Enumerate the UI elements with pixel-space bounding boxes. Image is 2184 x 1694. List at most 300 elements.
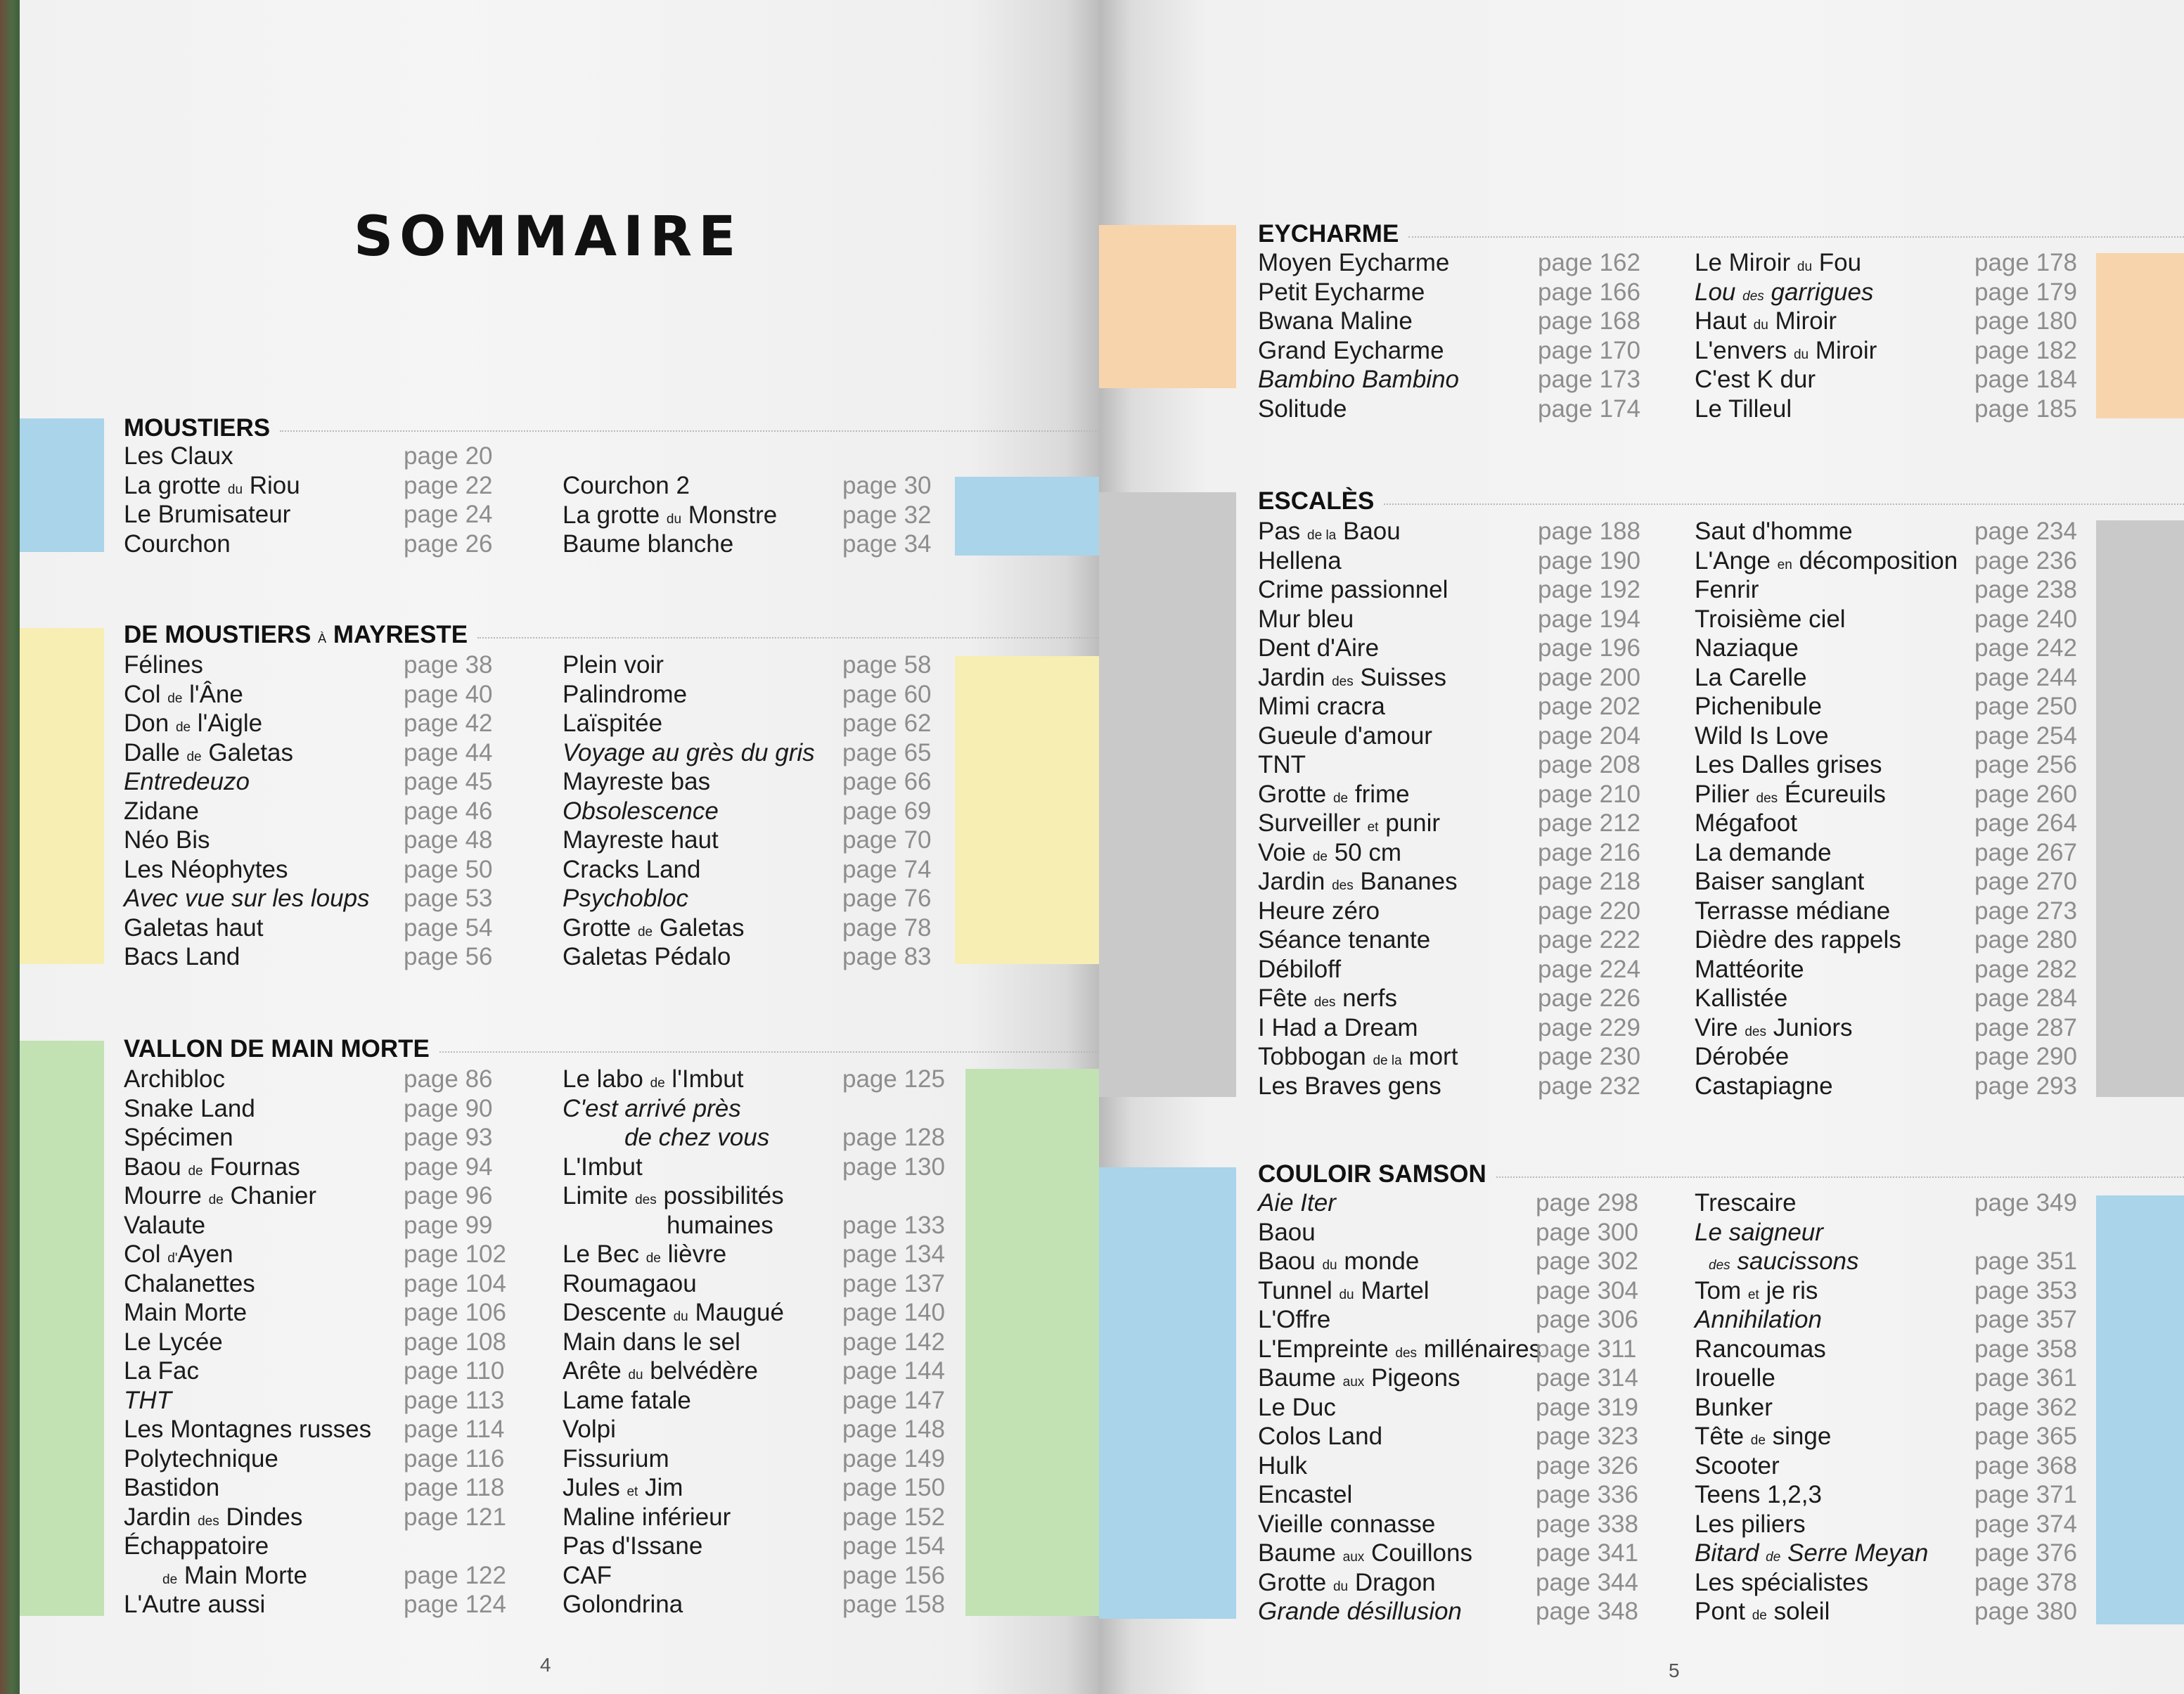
- entry-text: Tom: [1695, 1276, 1748, 1304]
- entry-name: [563, 680, 687, 710]
- entry-name: [1258, 1335, 1541, 1368]
- entry-name: [1258, 838, 1401, 872]
- entry-name: [124, 709, 262, 743]
- entry-name: [1258, 394, 1347, 424]
- entry-text: Hulk: [1258, 1451, 1308, 1480]
- entry-name: [124, 1386, 172, 1416]
- entry-page-number: page 336: [1536, 1481, 1638, 1508]
- entry-page-number: page 323: [1536, 1423, 1638, 1450]
- entry-text: Golondrina: [563, 1591, 683, 1618]
- entry-name: [1695, 605, 1846, 634]
- entry-page-number: page 144: [842, 1357, 945, 1385]
- entry-page-number: page 134: [842, 1240, 945, 1268]
- dotted-rule: [439, 1051, 1099, 1053]
- entry-name: [1695, 1335, 1826, 1364]
- entry-page-number: page 229: [1538, 1013, 1640, 1041]
- entry-text: Grotte: [1258, 1568, 1333, 1596]
- entry-text: Courchon: [124, 530, 231, 558]
- entry-page-number: page 122: [404, 1561, 506, 1589]
- entry-name: [1258, 307, 1413, 336]
- entry-name: [563, 471, 690, 501]
- entry-text: Terrasse médiane: [1695, 897, 1891, 925]
- entry-page-number: page 48: [404, 826, 493, 854]
- entry-name: [667, 1211, 773, 1240]
- entry-name: [1258, 1597, 1462, 1626]
- entry-page-number: page 96: [404, 1182, 493, 1209]
- entry-text: L'Ange: [1695, 546, 1778, 575]
- entry-name: [563, 1473, 683, 1507]
- entry-text: Riou: [243, 471, 300, 499]
- entry-page-number: page 230: [1538, 1043, 1640, 1070]
- entry-text: Galetas: [653, 913, 745, 942]
- connector-word: de la: [1307, 528, 1337, 543]
- entry-text: Galetas Pédalo: [563, 943, 731, 970]
- entry-text: Surveiller: [1258, 809, 1368, 837]
- entry-name: [124, 1181, 316, 1215]
- entry-page-number: page 282: [1974, 955, 2077, 983]
- entry-text: Fenrir: [1695, 576, 1759, 603]
- connector-word: des: [1313, 995, 1336, 1010]
- entry-page-number: page 60: [842, 680, 932, 708]
- entry-name: [124, 1298, 247, 1328]
- entry-name: [563, 1444, 669, 1474]
- entry-text: Pichenibule: [1695, 693, 1822, 720]
- entry-text: humaines: [667, 1211, 773, 1239]
- entry-page-number: page 351: [1974, 1247, 2077, 1275]
- entry-page-number: page 158: [842, 1591, 945, 1618]
- entry-text: l'Imbut: [664, 1065, 744, 1093]
- entry-name: [124, 855, 288, 885]
- connector-word: de: [1766, 1550, 1781, 1565]
- entry-page-number: page 306: [1536, 1306, 1638, 1333]
- entry-text: Juniors: [1766, 1013, 1853, 1041]
- entry-page-number: page 314: [1536, 1364, 1638, 1392]
- entry-name: [124, 767, 250, 797]
- entry-text: Le Lycée: [124, 1328, 223, 1356]
- entry-page-number: page 260: [1974, 780, 2077, 808]
- entry-page-number: page 234: [1974, 518, 2077, 545]
- connector-word: de: [1750, 1433, 1766, 1448]
- entry-text: Mattéorite: [1695, 955, 1804, 983]
- entry-text: mort: [1401, 1043, 1458, 1070]
- entry-text: L'Imbut: [563, 1153, 643, 1181]
- entry-page-number: page 133: [842, 1211, 945, 1239]
- entry-text: punir: [1378, 809, 1441, 837]
- entry-name: [124, 942, 240, 972]
- entry-text: Vieille connasse: [1258, 1510, 1436, 1538]
- entry-page-number: page 358: [1974, 1335, 2077, 1363]
- entry-name: [1258, 1422, 1382, 1451]
- entry-name: [1258, 1393, 1336, 1423]
- entry-page-number: page 58: [842, 651, 932, 679]
- entry-name: [1258, 663, 1446, 697]
- entry-name: [124, 738, 293, 772]
- entry-text: Don: [124, 710, 176, 737]
- entry-page-number: page 69: [842, 797, 932, 825]
- entry-page-number: page 142: [842, 1328, 945, 1356]
- connector-word: du: [1322, 1258, 1337, 1273]
- entry-name: [1695, 546, 1958, 580]
- connector-word: aux: [1342, 1375, 1365, 1390]
- entry-name: [563, 1590, 683, 1619]
- entry-page-number: page 38: [404, 651, 493, 679]
- entry-text: monde: [1337, 1247, 1420, 1275]
- entry-text: Suisses: [1353, 663, 1446, 691]
- entry-page-number: page 378: [1974, 1568, 2077, 1596]
- entry-name: [563, 1561, 612, 1591]
- entry-name: [124, 826, 210, 855]
- connector-word: du: [1339, 1287, 1354, 1302]
- connector-word: du: [666, 511, 682, 527]
- entry-text: l'Âne: [182, 680, 243, 708]
- entry-name: [1258, 955, 1341, 984]
- entry-page-number: page 174: [1538, 394, 1640, 423]
- entry-text: Laïspitée: [563, 710, 663, 737]
- entry-text: Néo Bis: [124, 826, 210, 854]
- entry-name: [1258, 1510, 1435, 1539]
- entry-text: millénaires: [1417, 1335, 1542, 1363]
- entry-page-number: page 106: [404, 1299, 506, 1326]
- entry-text: Naziaque: [1695, 634, 1799, 662]
- entry-text: Voie: [1258, 838, 1313, 866]
- entry-page-number: page 190: [1538, 546, 1640, 575]
- entry-name: [1258, 1042, 1458, 1076]
- entry-name: [1258, 1218, 1316, 1247]
- entry-text: Maline inférieur: [563, 1503, 731, 1531]
- entry-text: Bunker: [1695, 1393, 1773, 1421]
- entry-page-number: page 150: [842, 1474, 945, 1501]
- entry-text: Limite: [563, 1182, 636, 1209]
- entry-text: Ayen: [177, 1240, 233, 1268]
- entry-name: [1258, 897, 1380, 926]
- entry-page-number: page 22: [404, 471, 493, 499]
- entry-page-number: page 56: [404, 943, 493, 970]
- entry-page-number: page 162: [1538, 249, 1640, 276]
- entry-page-number: page 116: [404, 1444, 505, 1472]
- entry-name: [1695, 1451, 1780, 1481]
- entry-page-number: page 114: [404, 1416, 505, 1443]
- entry-text: DE MOUSTIERS: [124, 621, 319, 648]
- entry-page-number: page 256: [1974, 751, 2077, 778]
- entry-text: Grotte: [563, 913, 638, 942]
- entry-page-number: page 50: [404, 855, 493, 883]
- connector-word: de: [637, 924, 653, 939]
- cover-edge: [0, 0, 20, 1694]
- entry-text: Les Montagnes russes: [124, 1416, 372, 1443]
- entry-text: Le Miroir: [1695, 249, 1797, 276]
- entry-name: [1258, 721, 1432, 751]
- section-heading-label: [1258, 1160, 1486, 1188]
- entry-name: [124, 442, 233, 471]
- entry-name: [1695, 1072, 1833, 1101]
- entry-text: Troisième ciel: [1695, 605, 1846, 633]
- entry-page-number: page 250: [1974, 693, 2077, 720]
- entry-page-number: page 170: [1538, 336, 1640, 364]
- color-band-blue: [955, 477, 1099, 556]
- entry-name: [1258, 867, 1458, 901]
- entry-name: [124, 680, 243, 714]
- entry-text: Polytechnique: [124, 1444, 278, 1472]
- entry-text: Galetas: [201, 738, 293, 766]
- entry-page-number: page 20: [404, 442, 493, 470]
- entry-page-number: page 371: [1974, 1481, 2077, 1508]
- entry-page-number: page 166: [1538, 278, 1640, 306]
- entry-text: Chanier: [223, 1182, 317, 1209]
- entry-text: Serre Meyan: [1780, 1539, 1929, 1567]
- entry-text: C'est K dur: [1695, 366, 1816, 393]
- entry-text: La grotte: [563, 501, 667, 529]
- entry-text: Baiser sanglant: [1695, 868, 1865, 895]
- entry-page-number: page 376: [1974, 1539, 2077, 1567]
- entry-name: [1258, 809, 1440, 842]
- entry-page-number: page 173: [1538, 366, 1640, 393]
- section-heading-label: [124, 621, 468, 653]
- entry-name: [1695, 867, 1864, 897]
- entry-text: Trescaire: [1695, 1189, 1797, 1217]
- entry-name: [1695, 1510, 1806, 1539]
- entry-name: [563, 797, 719, 826]
- connector-word: et: [627, 1484, 638, 1499]
- entry-page-number: page 185: [1974, 394, 2077, 423]
- entry-text: l'Aigle: [191, 710, 263, 737]
- entry-page-number: page 108: [404, 1328, 506, 1356]
- entry-name: [563, 501, 777, 534]
- entry-text: Fissurium: [563, 1444, 669, 1472]
- entry-page-number: page 194: [1538, 605, 1640, 633]
- entry-name: [563, 913, 744, 947]
- entry-text: L'Offre: [1258, 1306, 1331, 1333]
- entry-name: [1695, 278, 1873, 312]
- entry-name: [1258, 780, 1410, 814]
- entry-page-number: page 154: [842, 1532, 945, 1560]
- section-heading-label: [124, 414, 270, 442]
- entry-name: [563, 855, 700, 885]
- entry-text: Jules: [563, 1474, 627, 1501]
- entry-name: [1695, 394, 1792, 424]
- entry-text: Le Brumisateur: [124, 501, 291, 528]
- entry-page-number: page 232: [1538, 1072, 1640, 1100]
- entry-page-number: page 361: [1974, 1364, 2077, 1392]
- entry-text: 50 cm: [1328, 838, 1402, 866]
- entry-page-number: page 53: [404, 885, 493, 912]
- connector-word: du: [673, 1309, 688, 1324]
- connector-word: de: [188, 1163, 203, 1179]
- entry-text: décomposition: [1792, 546, 1958, 575]
- entry-page-number: page 78: [842, 913, 932, 942]
- entry-page-number: page 287: [1974, 1013, 2077, 1041]
- entry-page-number: page 357: [1974, 1306, 2077, 1333]
- color-band-green: [20, 1041, 104, 1616]
- entry-name: [1695, 1393, 1773, 1423]
- entry-name: [563, 1065, 743, 1098]
- entry-name: [563, 1415, 616, 1444]
- entry-page-number: page 46: [404, 797, 493, 825]
- entry-name: [624, 1123, 769, 1153]
- entry-name: [1695, 955, 1804, 984]
- entry-name: [1258, 365, 1459, 394]
- entry-name: [563, 1153, 643, 1182]
- entry-page-number: page 338: [1536, 1510, 1638, 1538]
- section-heading: [1258, 220, 2184, 248]
- entry-name: [1695, 663, 1807, 693]
- entry-name: [563, 650, 664, 680]
- entry-text: Solitude: [1258, 394, 1347, 423]
- page-number: 4: [540, 1654, 551, 1676]
- entry-text: EYCHARME: [1258, 220, 1399, 248]
- entry-page-number: page 182: [1974, 336, 2077, 364]
- entry-page-number: page 302: [1536, 1247, 1638, 1275]
- entry-text: Entredeuzo: [124, 768, 250, 795]
- entry-text: Chalanettes: [124, 1269, 255, 1297]
- entry-page-number: page 224: [1538, 955, 1640, 983]
- entry-name: [563, 1094, 741, 1124]
- entry-text: Irouelle: [1695, 1364, 1775, 1392]
- entry-page-number: page 188: [1538, 518, 1640, 545]
- entry-page-number: page 66: [842, 768, 932, 795]
- entry-page-number: page 341: [1536, 1539, 1638, 1567]
- entry-text: Débiloff: [1258, 955, 1342, 983]
- entry-name: [1695, 692, 1822, 721]
- entry-page-number: page 156: [842, 1561, 945, 1589]
- entry-name: [124, 1269, 255, 1299]
- entry-text: L'Autre aussi: [124, 1591, 266, 1618]
- entry-text: La demande: [1695, 838, 1832, 866]
- entry-page-number: page 83: [842, 943, 932, 970]
- entry-text: Dièdre des rappels: [1695, 926, 1901, 954]
- entry-text: MOUSTIERS: [124, 414, 271, 442]
- connector-word: en: [1777, 557, 1792, 572]
- connector-word: et: [1747, 1287, 1759, 1302]
- section-heading: [1258, 487, 2184, 515]
- entry-name: [1695, 1597, 1830, 1631]
- entry-text: Fournas: [203, 1153, 300, 1181]
- entry-name: [1695, 750, 1882, 780]
- entry-text: Castapiagne: [1695, 1072, 1833, 1100]
- entry-name: [1695, 634, 1799, 663]
- color-band-blue: [1099, 1167, 1236, 1619]
- entry-page-number: page 44: [404, 738, 493, 766]
- entry-page-number: page 300: [1536, 1218, 1638, 1246]
- connector-word: d': [167, 1251, 178, 1266]
- entry-name: [1695, 517, 1853, 546]
- entry-text: Colos Land: [1258, 1423, 1383, 1450]
- entry-name: [1258, 1013, 1418, 1043]
- entry-page-number: page 32: [842, 501, 932, 529]
- entry-text: Voyage au grès du gris: [563, 738, 815, 766]
- entry-text: Aie Iter: [1258, 1189, 1336, 1217]
- entry-page-number: page 42: [404, 710, 493, 737]
- entry-text: Martel: [1354, 1276, 1430, 1304]
- entry-name: [563, 1503, 731, 1532]
- entry-page-number: page 147: [842, 1386, 945, 1414]
- entry-page-number: page 242: [1974, 634, 2077, 662]
- connector-word: de: [1332, 790, 1349, 806]
- connector-word: de: [650, 1076, 665, 1091]
- entry-name: [1258, 1188, 1336, 1218]
- entry-name: [563, 1298, 784, 1332]
- entry-name: [1695, 575, 1759, 605]
- entry-text: Mayreste haut: [563, 826, 719, 854]
- entry-name: [124, 530, 231, 559]
- entry-name: [563, 1356, 758, 1390]
- entry-text: Snake Land: [124, 1094, 255, 1122]
- entry-page-number: page 104: [404, 1269, 506, 1297]
- entry-name: [124, 1065, 225, 1094]
- entry-name: [563, 1386, 691, 1416]
- entry-page-number: page 368: [1974, 1451, 2077, 1480]
- entry-page-number: page 244: [1974, 663, 2077, 691]
- entry-page-number: page 90: [404, 1094, 493, 1122]
- entry-text: Valaute: [124, 1211, 206, 1239]
- entry-text: Le Bec: [563, 1240, 646, 1268]
- entry-page-number: page 380: [1974, 1598, 2077, 1625]
- entry-text: Annihilation: [1695, 1306, 1822, 1333]
- entry-page-number: page 196: [1538, 634, 1640, 662]
- entry-page-number: page 273: [1974, 897, 2077, 925]
- entry-name: [1258, 278, 1425, 307]
- entry-name: [563, 1532, 702, 1561]
- entry-name: [1695, 1305, 1822, 1335]
- entry-name: [124, 1094, 255, 1124]
- entry-name: [1258, 517, 1401, 551]
- entry-text: Saut d'homme: [1695, 518, 1853, 545]
- entry-text: Mégafoot: [1695, 809, 1797, 837]
- entry-name: [124, 884, 370, 913]
- entry-page-number: page 113: [404, 1386, 505, 1414]
- entry-text: Baume: [1258, 1539, 1343, 1567]
- entry-text: I Had a Dream: [1258, 1013, 1418, 1041]
- entry-name: [1695, 838, 1832, 868]
- entry-name: [1258, 692, 1385, 721]
- entry-text: Col: [124, 680, 168, 708]
- entry-page-number: page 30: [842, 472, 932, 499]
- entry-page-number: page 298: [1536, 1189, 1638, 1217]
- entry-name: [563, 884, 688, 913]
- entry-page-number: page 236: [1974, 546, 2077, 575]
- color-band-blue: [20, 418, 104, 552]
- entry-page-number: page 204: [1538, 721, 1640, 750]
- entry-text: singe: [1765, 1423, 1832, 1450]
- section-heading: [1258, 1160, 2184, 1188]
- entry-text: Séance tenante: [1258, 926, 1431, 954]
- entry-text: Avec vue sur les loups: [124, 885, 370, 912]
- entry-page-number: page 202: [1538, 693, 1640, 720]
- entry-name: [1695, 897, 1890, 926]
- entry-text: Jardin: [1258, 663, 1332, 691]
- entry-text: Bwana Maline: [1258, 307, 1413, 335]
- entry-page-number: page 319: [1536, 1393, 1638, 1421]
- entry-page-number: page 149: [842, 1444, 945, 1472]
- entry-page-number: page 184: [1974, 366, 2077, 393]
- entry-page-number: page 130: [842, 1153, 945, 1181]
- entry-text: Psychobloc: [563, 885, 688, 912]
- section-heading: [124, 414, 1099, 442]
- connector-word: des: [1742, 288, 1764, 304]
- entry-text: Scooter: [1695, 1451, 1780, 1480]
- entry-text: TNT: [1258, 751, 1306, 778]
- entry-text: C'est arrivé près: [563, 1094, 741, 1122]
- connector-word: de la: [1373, 1053, 1402, 1068]
- entry-name: [563, 1181, 784, 1215]
- entry-text: garrigues: [1764, 278, 1874, 306]
- entry-page-number: page 238: [1974, 576, 2077, 603]
- entry-name: [1695, 984, 1787, 1013]
- connector-word: des: [1745, 1024, 1766, 1039]
- entry-page-number: page 74: [842, 855, 932, 883]
- entry-page-number: page 137: [842, 1269, 945, 1297]
- section-heading: [124, 621, 1099, 653]
- page-number: 5: [1669, 1660, 1680, 1681]
